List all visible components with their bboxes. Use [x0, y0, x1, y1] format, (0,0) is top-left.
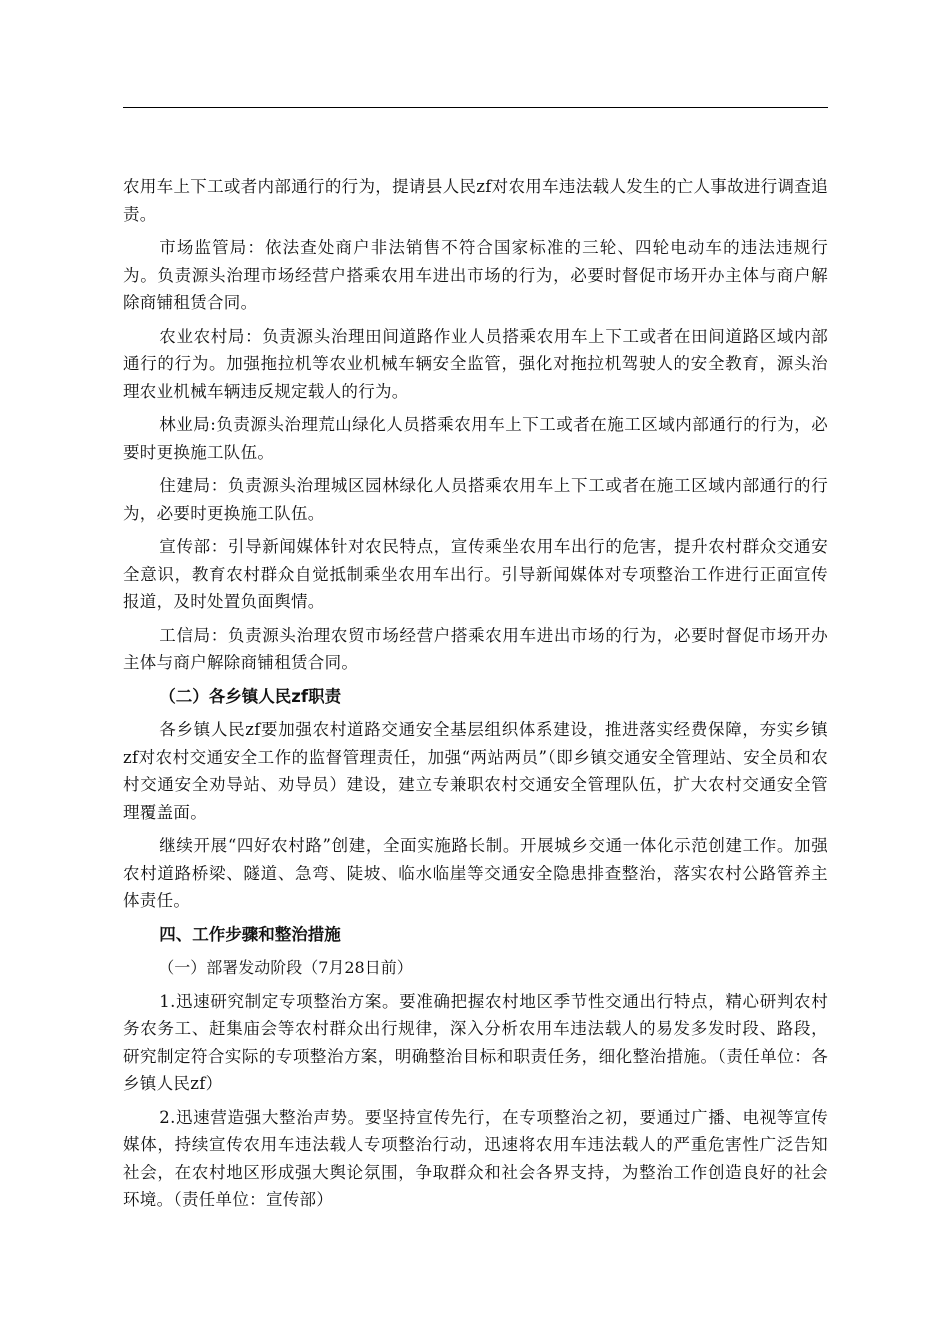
section-heading-steps: 四、工作步骤和整治措施: [159, 924, 341, 944]
paragraph-step-1: 1.迅速研究制定专项整治方案。要准确把握农村地区季节性交通出行特点，精心研判农村务农务工、赶集庙会等农村群众出行规律，深入分析农用车违法载人的易发多发时段、路段，研究制定符合实际的专项整治方案，明确整治目标和职责任务，细化整治措施。（责任单位：各乡镇人民zf）: [123, 991, 828, 1093]
paragraph-township-duties: 各乡镇人民zf要加强农村道路交通安全基层组织体系建设，推进落实经费保障，夯实乡镇zf对农村交通安全工作的监督管理责任，加强“两站两员”（即乡镇交通安全管理站、安全员和农村交通安全劝导站、劝导员）建设，建立专兼职农村交通安全管理队伍，扩大农村交通安全管理覆盖面。: [123, 720, 828, 822]
paragraph-publicity: 宣传部：引导新闻媒体针对农民特点，宣传乘坐农用车出行的危害，提升农村群众交通安全意识，教育农村群众自觉抵制乘坐农用车出行。引导新闻媒体对专项整治工作进行正面宣传报道，及时处置负面舆情。: [123, 537, 828, 611]
paragraph-continuation: 农用车上下工或者内部通行的行为，提请县人民zf对农用车违法载人发生的亡人事故进行调查追责。: [123, 177, 828, 224]
paragraph-market-supervision: 市场监管局：依法查处商户非法销售不符合国家标准的三轮、四轮电动车的违法违规行为。负责源头治理市场经营户搭乘农用车进出市场的行为，必要时督促市场开办主体与商户解除商铺租赁合同。: [123, 238, 828, 312]
header-rule: [123, 107, 828, 108]
paragraph-step-2: 2.迅速营造强大整治声势。要坚持宣传先行，在专项整治之初，要通过广播、电视等宣传媒体，持续宣传农用车违法载人专项整治行动，迅速将农用车违法载人的严重危害性广泛告知社会，在农村地区形成强大舆论氛围，争取群众和社会各界支持，为整治工作创造良好的社会环境。（责任单位：宣传部）: [123, 1107, 828, 1209]
section-heading-township: （二）各乡镇人民zf职责: [159, 686, 342, 706]
paragraph-housing: 住建局：负责源头治理城区园林绿化人员搭乘农用车上下工或者在施工区域内部通行的行为，必要时更换施工队伍。: [123, 476, 828, 523]
subheading-deployment: （一）部署发动阶段（7月28日前）: [158, 958, 413, 977]
paragraph-four-good-roads: 继续开展“四好农村路”创建，全面实施路长制。开展城乡交通一体化示范创建工作。加强农村道路桥梁、隧道、急弯、陡坡、临水临崖等交通安全隐患排查整治，落实农村公路管养主体责任。: [123, 836, 828, 910]
paragraph-agriculture: 农业农村局：负责源头治理田间道路作业人员搭乘农用车上下工或者在田间道路区域内部通行的行为。加强拖拉机等农业机械车辆安全监管，强化对拖拉机驾驶人的安全教育，源头治理农业机械车辆违反规定载人的行为。: [123, 326, 828, 401]
document-body: [123, 173, 828, 1220]
paragraph-forestry: 林业局:负责源头治理荒山绿化人员搭乘农用车上下工或者在施工区域内部通行的行为，必要时更换施工队伍。: [123, 415, 828, 462]
paragraph-industry: 工信局：负责源头治理农贸市场经营户搭乘农用车进出市场的行为，必要时督促市场开办主体与商户解除商铺租赁合同。: [123, 625, 828, 672]
